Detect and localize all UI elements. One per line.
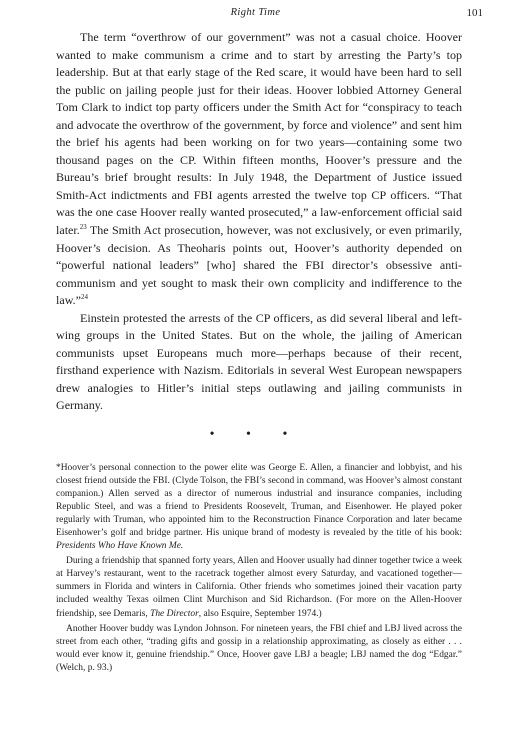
- running-head: Right Time: [230, 7, 281, 18]
- endnote-ref: 23: [79, 223, 87, 231]
- section-break-ornament: • • •: [209, 427, 302, 442]
- footnote: Another Hoover buddy was Lyndon Johnson. For nineteen years, the FBI chief and LBJ lived across the street from each other, “trading gifts and gossip in a relationship approximating, as closely as either . . . would ever know it, genuine friendship.” Once, Hoover gave LBJ a beagle; LBJ named the dog “Edgar.” (Welch, p. 93.): [56, 623, 462, 673]
- footnote: [56, 462, 462, 553]
- book-title: The Director: [150, 608, 199, 619]
- page-number: 101: [466, 7, 483, 19]
- footnote-marker: *: [56, 463, 61, 473]
- book-title: Presidents Who Have Known Me.: [56, 541, 184, 552]
- footnote-text: During a friendship that spanned forty years, Allen and Hoover usually had dinner together twice a week at Harvey’s restaurant, went to the racetrack together almost every Saturday, and vacationed together—summers in Florida and winters in California. Other friends who sometimes joined their vacation party included wealthy Texas oilmen Clint Murchison and Sid Richardson. (For more on the Allen-Hoover friendship, see Demaris,: [56, 556, 462, 619]
- footnote: [56, 555, 462, 620]
- page-header: [0, 7, 511, 23]
- paragraph-text: The Smith Act prosecution, however, was not exclusively, or even primarily, Hoover’s decision. As Theoharis points out, Hoover’s authority depended on “powerful national leaders” [who] shared the FBI director’s obsessive anti-communism and yet sought to mask their own complicity and indifference to the law.”: [56, 223, 462, 308]
- paragraph: Einstein protested the arrests of the CP officers, as did several liberal and left-wing groups in the United States. But on the whole, the jailing of American communists upset Europeans much more—perhaps because of their recent, firsthand experience with Nazism. Editorials in several West European newspapers drew analogies to Hitler’s initial steps outlawing and jailing communists in Germany.: [56, 310, 462, 413]
- paragraph: [56, 29, 462, 310]
- endnote-ref: 24: [80, 293, 88, 302]
- footnote-text: Hoover’s personal connection to the power elite was George E. Allen, a financier and lobbyist, and his closest friend outside the FBI. (Clyde Tolson, the FBI’s second in command, was Hoover’s almost constant companion.) Allen served as a director of numerous industrial and insurance companies, including Republic Steel, and was a friend to Presidents Roosevelt, Truman, and Eisenhower. He played poker regularly with Truman, who appointed him to the Reconstruction Finance Corporation and later became Eisenhower’s golf and bridge partner. His unique brand of modesty is revealed by the title of his book:: [56, 463, 462, 539]
- paragraph-text: The term “overthrow of our government” was not a casual choice. Hoover wanted to make communism a crime and to start by arresting the Party’s top leadership. But at that early stage of the Red scare, it would have been hard to sell the public on jailing people just for their ideas. Hoover lobbied Attorney General Tom Clark to indict top party officers under the Smith Act for “conspiracy to teach and advocate the overthrow of the government, by force and violence” and sent him the brief his agents had been working on for two years—containing some two thousand pages on the CP. Within fifteen months, Hoover’s pressure and the Bureau’s brief brought results: In July 1948, the Department of Justice issued Smith-Act indictments and FBI agents arrested the twelve top CP officers. “That was the one case Hoover really wanted prosecuted,” a law-enforcement official said later.: [56, 30, 462, 238]
- footnote-text: , also Esquire, September 1974.): [198, 608, 322, 619]
- footnotes: [56, 462, 462, 675]
- main-text: [56, 29, 462, 415]
